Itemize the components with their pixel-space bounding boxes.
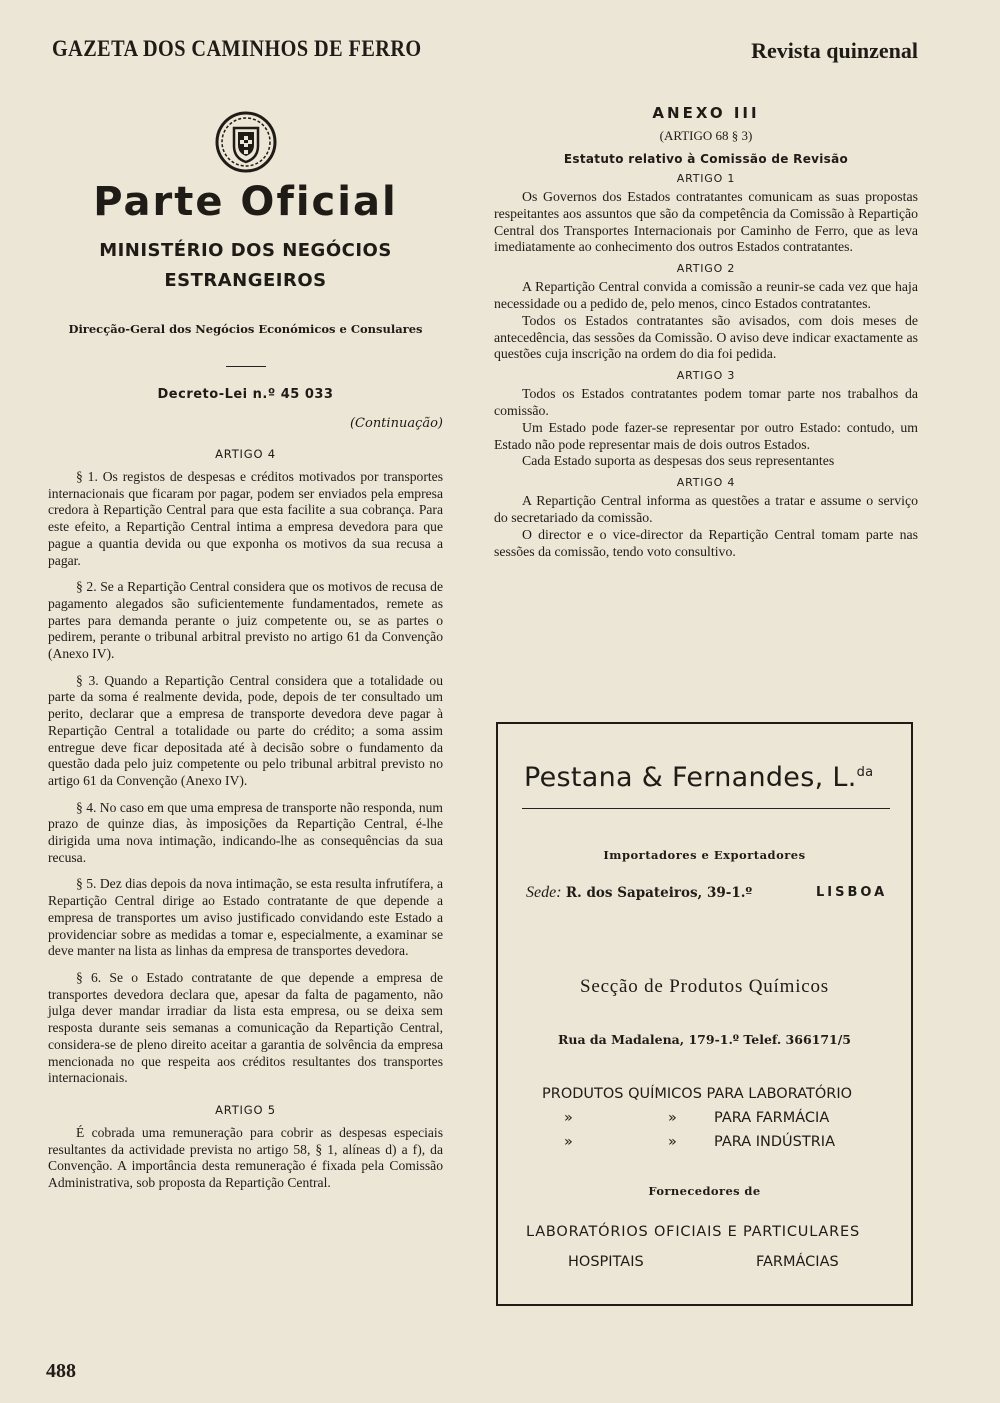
paragraph: § 2. Se a Repartição Central considera que os motivos de recusa de pagamento alegados são suficientemente fundamentados, remete as partes para demanda perante o juiz competente ou, se as partes o pedirem, perante o tribunal arbitral previsto no artigo 61 da Convenção (Anexo IV). (48, 579, 443, 662)
ad-hospitais: HOSPITAIS (568, 1254, 644, 1270)
artigo-4-heading: ARTIGO 4 (676, 476, 736, 490)
paragraph: Um Estado pode fazer-se representar por outro Estado: contudo, um Estado não pode representar mais de dois outros Estados. (494, 419, 918, 452)
ad-seccao: Secção de Produtos Químicos (579, 976, 830, 997)
ministry-line-2: ESTRANGEIROS (164, 270, 327, 291)
paragraph: É cobrada uma remuneração para cobrir as despesas especiais resultantes da actividade prevista no artigo 58, § 1, alíneas d) a f), da Convenção. A importância desta remuneração é fixada pela Comissão Administrativa, sob proposta da Repartição Central. (48, 1124, 443, 1191)
paragraph: § 4. No caso em que uma empresa de transporte não responda, num prazo de quinze dias, às imposições da Repartição Central, é-lhe dirigida uma nova intimação, indicando-lhe as consequências da sua recusa. (48, 799, 443, 865)
artigo-4-heading: ARTIGO 4 (215, 447, 276, 461)
ditto-mark: » (668, 1110, 677, 1126)
paragraph: § 5. Dez dias depois da nova intimação, se esta resulta infrutífera, a Repartição Central dirige ao Estado contratante de que depende a empresa de transportes um aviso justificado convidando este Estado a providenciar sobre as medidas a tomar e, especialmente, a examinar se deve manter na lista as linhas da empresa de transportes devedora. (48, 876, 443, 959)
company-name-sup: da (856, 765, 874, 780)
ad-lisboa: LISBOA (816, 885, 888, 900)
paragraph: Todos os Estados contratantes são avisados, com dois meses de antecedência, das sessões da Comissão. O aviso deve indicar exactamente as questões cuja inscrição na ordem do dia foi pedida. (494, 312, 918, 362)
portuguese-coat-of-arms-icon (214, 110, 278, 174)
advertisement-box (496, 722, 913, 1306)
ad-fornecedores: Fornecedores de (648, 1184, 761, 1198)
direccao-geral: Direcção-Geral dos Negócios Económicos e Consulares (68, 322, 423, 336)
ditto-mark: » (564, 1134, 573, 1150)
page-number: 488 (46, 1360, 76, 1382)
sede-address: R. dos Sapateiros, 39-1.º (565, 885, 753, 901)
left-column (48, 110, 443, 1202)
products-text: PARA FARMÁCIA (714, 1110, 830, 1126)
right-column (494, 104, 918, 560)
paragraph: Todos os Estados contratantes podem tomar parte nos trabalhos da comissão. (494, 386, 918, 418)
header-left-title: GAZETA DOS CAMINHOS DE FERRO (52, 36, 422, 61)
products-text: PARA INDÚSTRIA (714, 1134, 835, 1150)
paragraph: O director e o vice-director da Repartição Central tomam parte nas sessões da comissão, tendo voto consultivo. (494, 526, 918, 559)
header-right-title: Revista quinzenal (751, 38, 918, 63)
paragraph: Os Governos dos Estados contratantes comunicam as suas propostas respeitantes aos assuntos que são da competência da Comissão à Repartição Central dos Transportes Internacionais por Caminho de Ferro, que as leva imediatamente ao conhecimento dos outros Estados contratantes. (494, 189, 918, 255)
ministry-line-1: MINISTÉRIO DOS NEGÓCIOS (99, 240, 392, 261)
ad-sede (526, 884, 752, 902)
ad-laboratorios: LABORATÓRIOS OFICIAIS E PARTICULARES (526, 1224, 860, 1240)
paragraph: § 1. Os registos de despesas e créditos motivados por transportes internacionais que ficaram por pagar, podem ser enviados pela empresa credora à Repartição Central para que esta facilite a sua cobrança. Para este efeito, a Repartição Central intima a empresa devedora para que pague a quantia devida ou que exponha os motivos da sua recusa a pagar. (48, 469, 443, 568)
ad-importadores: Importadores e Exportadores (603, 848, 806, 862)
artigo-3-heading: ARTIGO 3 (676, 369, 736, 383)
paragraph: § 6. Se o Estado contratante de que depende a empresa de transportes devedora declara que, apesar da falta de pagamento, não julga dever mandar irradiar da lista esta empresa, ou se deixa sem resposta durante seis semanas a comunicação da Repartição Central, considera-se de pleno direito aceitar a garantia de solvência da empresa mencionada no que respeita aos créditos resultantes dos transportes internacionais. (48, 969, 443, 1086)
continuacao: (Continuação) (349, 416, 443, 431)
ad-rua-telefone: Rua da Madalena, 179-1.º Telef. 366171/5 (557, 1032, 852, 1047)
paragraph: § 3. Quando a Repartição Central considera que a totalidade ou parte da soma é realmente devida, pode, depois de ter consultado um perito, declarar que a empresa de transporte devedora deve pagar à Repartição Central a totalidade ou parte do crédito; a soma assim entregue deve ficar depositada até à decisão sobre o fundamento da questão dada pelo juiz competente ou pelo tribunal arbitral previsto no artigo 61 da Convenção (Anexo IV). (48, 672, 443, 788)
ditto-mark: » (564, 1110, 573, 1126)
artigo-1-heading: ARTIGO 1 (676, 172, 736, 185)
parte-oficial-title: Parte Oficial (93, 179, 398, 225)
ad-divider (522, 808, 890, 809)
anexo-title: ANEXO III (652, 104, 760, 122)
paragraph: A Repartição Central informa as questões a tratar e assume o serviço do secretariado da comissão. (494, 493, 918, 525)
decreto-lei-title: Decreto-Lei n.º 45 033 (157, 387, 334, 402)
ad-company-name (524, 762, 873, 793)
paragraph: A Repartição Central convida a comissão a reunir-se cada vez que haja necessidade ou a pedido de, pelo menos, cinco Estados contratantes. (494, 279, 918, 311)
divider (226, 366, 266, 367)
estatuto-title: Estatuto relativo à Comissão de Revisão (563, 152, 849, 166)
ad-farmacias: FARMÁCIAS (756, 1254, 839, 1270)
artigo-reference: (ARTIGO 68 § 3) (659, 128, 753, 143)
sede-label: Sede: (526, 884, 562, 901)
company-name-text: Pestana & Fernandes, L. (524, 762, 857, 793)
products-text: PRODUTOS QUÍMICOS PARA LABORATÓRIO (542, 1086, 853, 1102)
ministry-title (48, 236, 443, 296)
ad-products-line-1 (542, 1086, 852, 1102)
artigo-5-heading: ARTIGO 5 (215, 1102, 276, 1117)
ditto-mark: » (668, 1134, 677, 1150)
paragraph: Cada Estado suporta as despesas dos seus representantes (522, 453, 835, 469)
artigo-2-heading: ARTIGO 2 (676, 262, 736, 276)
